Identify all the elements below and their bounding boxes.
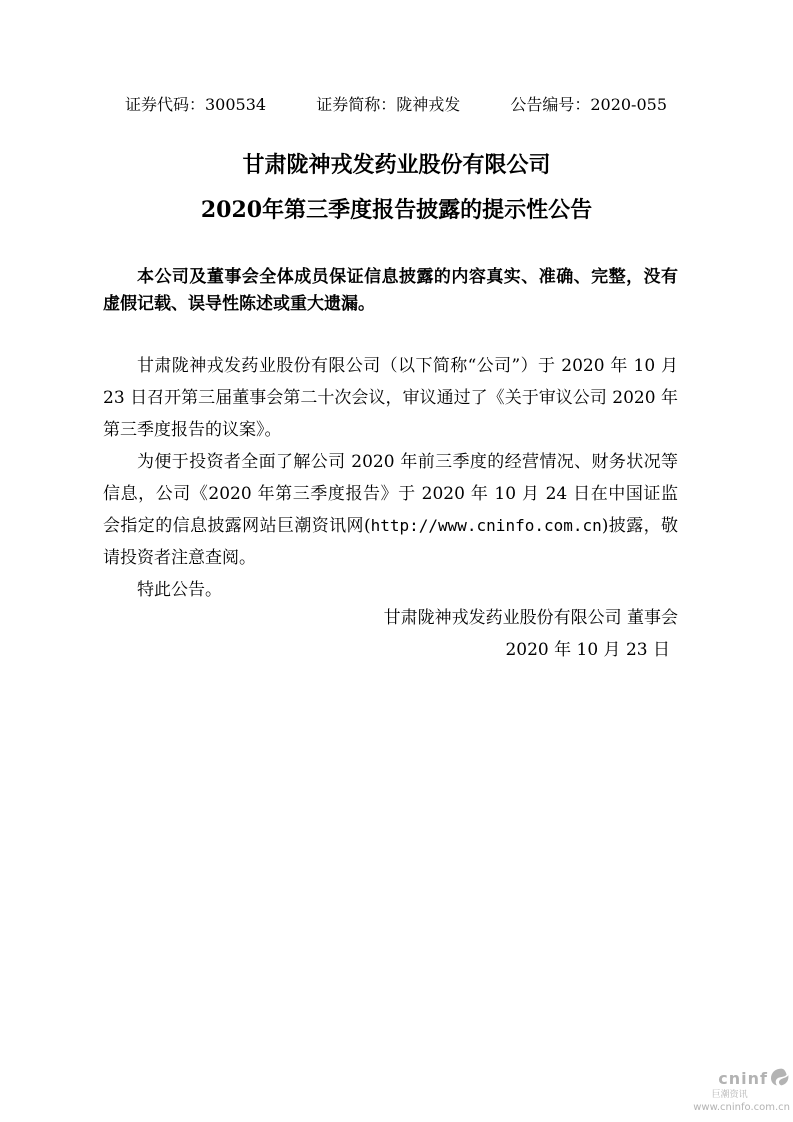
paragraph-disclosure-text-pre: 为便于投资者全面了解公司 2020 年前三季度的经营情况、财务状况等信息，公司《2020 年第三季度报告》于 2020 年 10 月 24 日在中国证监会指定的信息披露网站巨潮资讯网( [103, 452, 678, 536]
stock-code: 证券代码：300534 [125, 95, 267, 114]
cninfo-site-url: www.cninfo.com.cn [693, 1102, 790, 1113]
signature-date: 2020 年 10 月 23 日 [505, 640, 670, 660]
signature-block [384, 602, 678, 666]
company-title: 甘肃陇神戎发药业股份有限公司 [242, 152, 551, 178]
announcement-title: 2020年第三季度报告披露的提示性公告 [200, 197, 593, 223]
document-body [103, 264, 678, 606]
paragraph-disclosure-text-post: )披露，敬请投资者注意查阅。 [103, 516, 678, 568]
cninfo-swirl-icon [770, 1068, 790, 1089]
cninfo-site-name: 巨潮资讯 [711, 1090, 748, 1100]
signature-company: 甘肃陇神戎发药业股份有限公司 董事会 [383, 608, 678, 628]
paragraph-board-meeting: 甘肃陇神戎发药业股份有限公司（以下简称“公司”）于 2020 年 10 月 23 日召开第三届董事会第二十次会议，审议通过了《关于审议公司 2020 年第三季度报告的议案》。 [103, 356, 678, 440]
document-header [125, 94, 667, 116]
announcement-number: 公告编号：2020-055 [510, 95, 667, 114]
cninfo-watermark [693, 1068, 790, 1113]
cninfo-logo-text: cninf [718, 1068, 768, 1088]
stock-name: 证券简称：陇神戎发 [316, 95, 461, 114]
paragraph-disclosure [103, 446, 678, 574]
closing-statement: 特此公告。 [137, 580, 222, 600]
disclaimer-paragraph: 本公司及董事会全体成员保证信息披露的内容真实、准确、完整，没有虚假记载、误导性陈述或重大遗漏。 [103, 267, 678, 314]
cninfo-logo-row [693, 1068, 790, 1089]
cninfo-url-text: http://www.cninfo.com.cn [370, 516, 602, 535]
